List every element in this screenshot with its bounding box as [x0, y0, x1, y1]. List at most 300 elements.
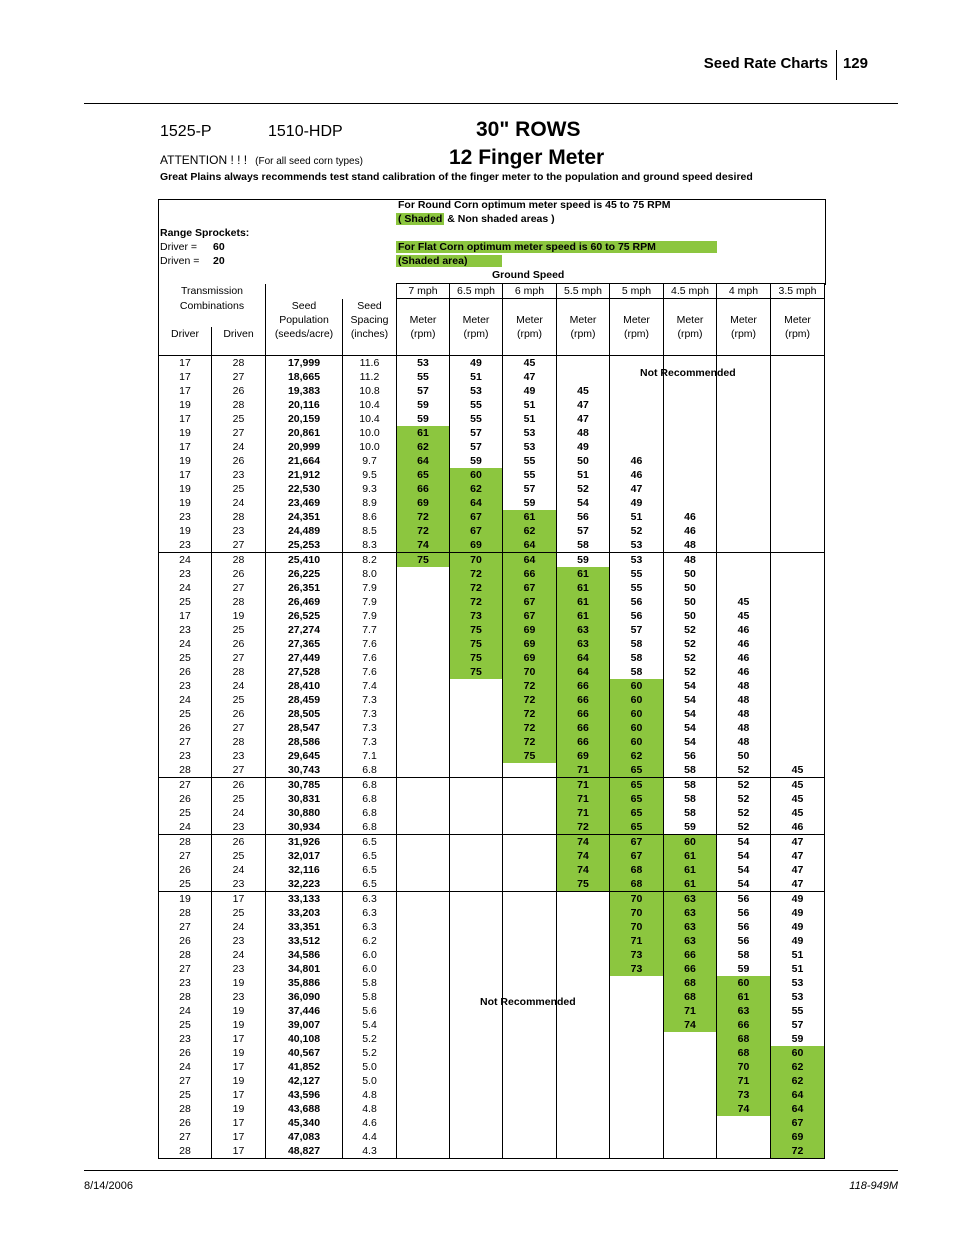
population-cell: 21,912	[266, 468, 343, 482]
meter-rpm-cell: 57	[771, 1018, 825, 1032]
gear-cell: 24	[159, 1004, 212, 1018]
meter-rpm-cell	[503, 792, 557, 806]
meter-rpm-cell	[397, 693, 450, 707]
meter-rpm-cell	[771, 482, 825, 496]
gear-cell: 17	[159, 370, 212, 384]
meter-rpm-cell: 53	[771, 976, 825, 990]
seed-sp-header: Seed	[343, 299, 397, 314]
meter-rpm-cell: 55	[503, 468, 557, 482]
gear-cell: 27	[212, 426, 266, 440]
meter-rpm-cell	[397, 665, 450, 679]
meter-rpm-cell	[503, 934, 557, 948]
meter-rpm-cell: 60	[664, 835, 717, 850]
meter-rpm-cell	[717, 538, 771, 553]
meter-rpm-cell	[664, 1116, 717, 1130]
meter-rpm-cell: 52	[557, 482, 610, 496]
meter-rpm-cell: 62	[503, 524, 557, 538]
gear-cell: 24	[159, 553, 212, 568]
meter-rpm-cell: 65	[610, 820, 664, 835]
meter-rpm-cell: 48	[717, 693, 771, 707]
meter-rpm-cell: 60	[610, 721, 664, 735]
gear-cell: 26	[212, 637, 266, 651]
meter-rpm-cell	[557, 934, 610, 948]
spacing-cell: 5.6	[343, 1004, 397, 1018]
meter-rpm-cell	[771, 637, 825, 651]
rpm-header: (rpm)	[664, 327, 717, 341]
meter-header: Meter	[717, 313, 771, 327]
meter-rpm-cell: 56	[717, 934, 771, 948]
gear-cell: 17	[212, 1144, 266, 1159]
gear-cell: 28	[212, 398, 266, 412]
table-row	[159, 948, 825, 962]
gear-cell: 26	[212, 384, 266, 398]
population-cell: 32,017	[266, 849, 343, 863]
meter-rpm-cell: 69	[397, 496, 450, 510]
meter-rpm-cell: 62	[397, 440, 450, 454]
gear-cell: 19	[212, 1046, 266, 1060]
meter-rpm-cell: 54	[664, 693, 717, 707]
population-cell: 28,586	[266, 735, 343, 749]
meter-rpm-cell	[610, 1046, 664, 1060]
meter-rpm-cell	[557, 962, 610, 976]
ground-speed-label: Ground Speed	[492, 269, 565, 281]
meter-rpm-cell: 52	[664, 651, 717, 665]
rpm-header: (rpm)	[503, 327, 557, 341]
meter-rpm-cell: 53	[503, 440, 557, 454]
meter-rpm-cell	[503, 1088, 557, 1102]
spacing-cell: 6.5	[343, 835, 397, 850]
meter-rpm-cell	[771, 524, 825, 538]
population-cell: 45,340	[266, 1116, 343, 1130]
meter-rpm-cell	[610, 1018, 664, 1032]
gear-cell: 24	[212, 496, 266, 510]
meter-rpm-cell	[557, 1032, 610, 1046]
meter-rpm-cell: 48	[717, 735, 771, 749]
meter-rpm-cell: 53	[610, 553, 664, 568]
meter-rpm-cell	[450, 735, 503, 749]
gear-cell: 24	[212, 806, 266, 820]
blank-header	[266, 284, 343, 299]
gear-cell: 23	[212, 749, 266, 763]
meter-rpm-cell	[397, 567, 450, 581]
meter-rpm-cell	[771, 356, 825, 371]
table-row	[159, 637, 825, 651]
gear-cell: 28	[212, 356, 266, 371]
gear-cell: 19	[159, 482, 212, 496]
meter-rpm-cell: 49	[450, 356, 503, 371]
meter-rpm-cell	[397, 1060, 450, 1074]
meter-rpm-cell	[397, 1074, 450, 1088]
model-1: 1525-P	[160, 123, 212, 140]
spacing-cell: 5.4	[343, 1018, 397, 1032]
chart-title: 30" ROWS	[476, 118, 581, 141]
spacing-cell: 7.3	[343, 693, 397, 707]
meter-rpm-cell: 63	[557, 637, 610, 651]
table-row	[159, 792, 825, 806]
population-cell: 24,489	[266, 524, 343, 538]
blank-header	[212, 313, 266, 327]
speed-header: 6 mph	[503, 284, 557, 299]
gear-cell: 23	[159, 623, 212, 637]
meter-rpm-cell: 69	[503, 623, 557, 637]
meter-rpm-cell	[503, 1074, 557, 1088]
meter-rpm-cell: 51	[771, 948, 825, 962]
meter-rpm-cell	[397, 735, 450, 749]
population-cell: 27,274	[266, 623, 343, 637]
meter-rpm-cell	[557, 356, 610, 371]
meter-rpm-cell: 72	[503, 693, 557, 707]
meter-rpm-cell	[503, 820, 557, 835]
header-row-2	[159, 299, 825, 314]
population-cell: 36,090	[266, 990, 343, 1004]
meter-rpm-cell	[503, 835, 557, 850]
meter-rpm-cell: 60	[610, 679, 664, 693]
table-row	[159, 496, 825, 510]
gear-cell: 27	[212, 721, 266, 735]
page-number: 129	[842, 55, 868, 72]
meter-rpm-cell	[397, 1116, 450, 1130]
gear-cell: 19	[212, 1004, 266, 1018]
gear-cell: 23	[159, 1032, 212, 1046]
gear-cell: 27	[212, 651, 266, 665]
rpm-header: (rpm)	[717, 327, 771, 341]
meter-rpm-cell: 55	[610, 567, 664, 581]
spacing-cell: 8.3	[343, 538, 397, 553]
meter-rpm-cell	[503, 1102, 557, 1116]
meter-rpm-cell: 55	[771, 1004, 825, 1018]
meter-rpm-cell: 52	[717, 820, 771, 835]
meter-rpm-cell: 52	[610, 524, 664, 538]
meter-rpm-cell	[771, 581, 825, 595]
rpm-header: (rpm)	[397, 327, 450, 341]
meter-rpm-cell: 54	[664, 707, 717, 721]
gear-cell: 27	[212, 581, 266, 595]
meter-rpm-cell	[397, 948, 450, 962]
meter-rpm-cell	[717, 553, 771, 568]
meter-rpm-cell: 65	[610, 792, 664, 806]
gear-cell: 19	[159, 398, 212, 412]
spacing-cell: 7.7	[343, 623, 397, 637]
meter-spacer	[397, 299, 450, 314]
meter-rpm-cell: 65	[397, 468, 450, 482]
meter-rpm-cell: 49	[610, 496, 664, 510]
spacing-cell: 7.4	[343, 679, 397, 693]
meter-rpm-cell: 61	[557, 609, 610, 623]
meter-rpm-cell: 45	[771, 778, 825, 793]
meter-rpm-cell	[450, 962, 503, 976]
spacing-cell: 10.4	[343, 398, 397, 412]
population-cell: 43,688	[266, 1102, 343, 1116]
seed-pop-header-2: Population	[266, 313, 343, 327]
meter-rpm-cell	[397, 934, 450, 948]
meter-rpm-cell	[450, 863, 503, 877]
gear-cell: 24	[159, 1060, 212, 1074]
table-row	[159, 849, 825, 863]
table-row	[159, 482, 825, 496]
gear-cell: 19	[159, 892, 212, 907]
meter-rpm-cell	[450, 820, 503, 835]
meter-rpm-cell	[503, 1144, 557, 1159]
gear-cell: 25	[159, 707, 212, 721]
header-divider	[836, 50, 837, 80]
meter-rpm-cell	[664, 426, 717, 440]
gear-cell: 25	[159, 1088, 212, 1102]
meter-rpm-cell: 68	[610, 877, 664, 892]
spacing-cell: 7.9	[343, 595, 397, 609]
meter-rpm-cell: 73	[610, 948, 664, 962]
meter-rpm-cell	[450, 976, 503, 990]
meter-rpm-cell	[771, 398, 825, 412]
meter-rpm-cell	[610, 384, 664, 398]
meter-rpm-cell	[610, 398, 664, 412]
footer-date: 8/14/2006	[84, 1180, 133, 1192]
spacing-cell: 4.3	[343, 1144, 397, 1159]
table-row	[159, 581, 825, 595]
meter-rpm-cell	[450, 693, 503, 707]
gear-cell: 24	[212, 440, 266, 454]
meter-rpm-cell: 47	[557, 412, 610, 426]
gear-cell: 19	[212, 976, 266, 990]
meter-rpm-cell	[397, 863, 450, 877]
meter-rpm-cell	[557, 1102, 610, 1116]
meter-rpm-cell	[397, 906, 450, 920]
meter-rpm-cell: 68	[717, 1032, 771, 1046]
meter-rpm-cell: 59	[503, 496, 557, 510]
meter-rpm-cell	[717, 567, 771, 581]
spacing-cell: 6.8	[343, 820, 397, 835]
meter-rpm-cell: 63	[664, 892, 717, 907]
meter-rpm-cell	[717, 581, 771, 595]
spacing-cell: 5.8	[343, 990, 397, 1004]
table-row	[159, 806, 825, 820]
gear-cell: 26	[159, 1116, 212, 1130]
meter-rpm-cell: 60	[717, 976, 771, 990]
gear-cell: 27	[212, 763, 266, 778]
table-row	[159, 510, 825, 524]
meter-rpm-cell: 69	[503, 637, 557, 651]
population-cell: 28,410	[266, 679, 343, 693]
meter-rpm-cell: 72	[397, 510, 450, 524]
meter-rpm-cell	[503, 1060, 557, 1074]
seed-pop-header: Seed	[266, 299, 343, 314]
meter-rpm-cell: 67	[503, 595, 557, 609]
gear-cell: 28	[159, 906, 212, 920]
flat-corn-shaded: (Shaded area)	[396, 255, 502, 267]
meter-spacer	[771, 299, 825, 314]
spacing-cell: 5.8	[343, 976, 397, 990]
spacing-cell: 5.0	[343, 1074, 397, 1088]
table-row	[159, 553, 825, 568]
meter-rpm-cell	[717, 482, 771, 496]
gear-cell: 28	[212, 735, 266, 749]
meter-rpm-cell	[450, 679, 503, 693]
population-cell: 27,449	[266, 651, 343, 665]
meter-rpm-cell	[397, 1004, 450, 1018]
meter-rpm-cell: 67	[450, 510, 503, 524]
gear-cell: 25	[212, 849, 266, 863]
meter-rpm-cell	[503, 892, 557, 907]
meter-rpm-cell	[664, 496, 717, 510]
meter-rpm-cell: 60	[610, 707, 664, 721]
meter-rpm-cell: 46	[771, 820, 825, 835]
gear-cell: 27	[159, 1074, 212, 1088]
page-header	[704, 50, 868, 80]
population-cell: 20,861	[266, 426, 343, 440]
meter-rpm-cell: 54	[717, 877, 771, 892]
meter-rpm-cell: 66	[503, 567, 557, 581]
meter-rpm-cell	[397, 820, 450, 835]
meter-rpm-cell: 54	[717, 863, 771, 877]
gear-cell: 24	[212, 679, 266, 693]
meter-rpm-cell	[397, 849, 450, 863]
population-cell: 24,351	[266, 510, 343, 524]
meter-rpm-cell	[664, 384, 717, 398]
gear-cell: 23	[212, 820, 266, 835]
meter-rpm-cell: 67	[771, 1116, 825, 1130]
gear-cell: 23	[159, 679, 212, 693]
meter-rpm-cell	[771, 553, 825, 568]
meter-rpm-cell	[397, 1102, 450, 1116]
meter-rpm-cell: 46	[717, 665, 771, 679]
footer-rule	[84, 1170, 898, 1171]
spacing-cell: 6.0	[343, 962, 397, 976]
meter-rpm-cell: 46	[664, 510, 717, 524]
spacing-cell: 10.8	[343, 384, 397, 398]
gear-cell: 24	[159, 581, 212, 595]
meter-rpm-cell	[557, 920, 610, 934]
meter-header: Meter	[503, 313, 557, 327]
meter-rpm-cell: 70	[717, 1060, 771, 1074]
gear-cell: 17	[212, 1060, 266, 1074]
attention-line	[160, 153, 363, 167]
spacing-cell: 7.6	[343, 651, 397, 665]
meter-rpm-cell: 53	[503, 426, 557, 440]
meter-rpm-cell	[397, 637, 450, 651]
table-row	[159, 412, 825, 426]
spacing-cell: 6.3	[343, 906, 397, 920]
spacing-cell: 9.5	[343, 468, 397, 482]
meter-rpm-cell: 56	[717, 892, 771, 907]
meter-rpm-cell: 69	[771, 1130, 825, 1144]
meter-spacer	[610, 299, 664, 314]
meter-rpm-cell: 47	[771, 863, 825, 877]
population-cell: 23,469	[266, 496, 343, 510]
meter-rpm-cell	[397, 892, 450, 907]
population-cell: 22,530	[266, 482, 343, 496]
meter-rpm-cell: 52	[717, 763, 771, 778]
meter-rpm-cell	[450, 1018, 503, 1032]
table-row	[159, 524, 825, 538]
gear-cell: 24	[159, 637, 212, 651]
table-row	[159, 1046, 825, 1060]
meter-rpm-cell	[397, 651, 450, 665]
meter-rpm-cell: 61	[664, 863, 717, 877]
spacing-cell: 6.8	[343, 806, 397, 820]
meter-rpm-cell: 48	[717, 721, 771, 735]
gear-cell: 19	[159, 454, 212, 468]
meter-rpm-cell: 51	[610, 510, 664, 524]
population-cell: 28,505	[266, 707, 343, 721]
meter-rpm-cell	[450, 934, 503, 948]
meter-rpm-cell	[664, 1102, 717, 1116]
meter-rpm-cell: 45	[717, 595, 771, 609]
meter-rpm-cell: 68	[664, 976, 717, 990]
population-cell: 48,827	[266, 1144, 343, 1159]
meter-rpm-cell: 59	[397, 412, 450, 426]
driver-header: Driver	[159, 327, 212, 341]
population-cell: 26,525	[266, 609, 343, 623]
population-cell: 28,459	[266, 693, 343, 707]
meter-rpm-cell	[397, 623, 450, 637]
meter-rpm-cell: 58	[610, 637, 664, 651]
meter-rpm-cell: 65	[610, 778, 664, 793]
meter-rpm-cell	[503, 906, 557, 920]
population-cell: 32,223	[266, 877, 343, 892]
meter-rpm-cell: 61	[397, 426, 450, 440]
spacing-cell: 4.6	[343, 1116, 397, 1130]
table-row	[159, 538, 825, 553]
meter-rpm-cell	[557, 1018, 610, 1032]
meter-rpm-cell	[771, 370, 825, 384]
gear-cell: 26	[159, 863, 212, 877]
gear-cell: 17	[159, 412, 212, 426]
meter-spacer	[664, 299, 717, 314]
meter-rpm-cell: 55	[397, 370, 450, 384]
meter-rpm-cell: 58	[717, 948, 771, 962]
meter-rpm-cell	[610, 1130, 664, 1144]
spacing-cell: 4.8	[343, 1102, 397, 1116]
meter-rpm-cell	[717, 496, 771, 510]
meter-rpm-cell: 51	[503, 412, 557, 426]
seed-sp-header-3: (inches)	[343, 327, 397, 341]
gear-cell: 27	[212, 370, 266, 384]
table-row	[159, 609, 825, 623]
meter-rpm-cell: 59	[450, 454, 503, 468]
header-row-speeds	[159, 284, 825, 299]
population-cell: 47,083	[266, 1130, 343, 1144]
meter-rpm-cell	[610, 990, 664, 1004]
meter-rpm-cell: 45	[771, 763, 825, 778]
gear-cell: 28	[212, 510, 266, 524]
meter-rpm-cell	[450, 948, 503, 962]
meter-rpm-cell: 58	[610, 651, 664, 665]
spacing-cell: 7.9	[343, 609, 397, 623]
table-row	[159, 962, 825, 976]
population-cell: 33,133	[266, 892, 343, 907]
meter-rpm-cell: 74	[557, 835, 610, 850]
population-cell: 34,801	[266, 962, 343, 976]
spacing-cell: 11.2	[343, 370, 397, 384]
population-cell: 37,446	[266, 1004, 343, 1018]
meter-rpm-cell: 75	[450, 623, 503, 637]
table-row	[159, 863, 825, 877]
meter-rpm-cell: 46	[610, 454, 664, 468]
meter-rpm-cell: 59	[717, 962, 771, 976]
meter-rpm-cell	[397, 778, 450, 793]
section-title: Seed Rate Charts	[703, 55, 828, 72]
meter-rpm-cell: 57	[450, 426, 503, 440]
meter-rpm-cell: 53	[771, 990, 825, 1004]
meter-rpm-cell	[664, 412, 717, 426]
gear-cell: 25	[159, 651, 212, 665]
meter-rpm-cell	[450, 1074, 503, 1088]
meter-header: Meter	[557, 313, 610, 327]
meter-rpm-cell: 63	[557, 623, 610, 637]
gear-cell: 28	[212, 553, 266, 568]
meter-rpm-cell: 62	[771, 1060, 825, 1074]
meter-rpm-cell: 74	[717, 1102, 771, 1116]
meter-rpm-cell	[771, 454, 825, 468]
